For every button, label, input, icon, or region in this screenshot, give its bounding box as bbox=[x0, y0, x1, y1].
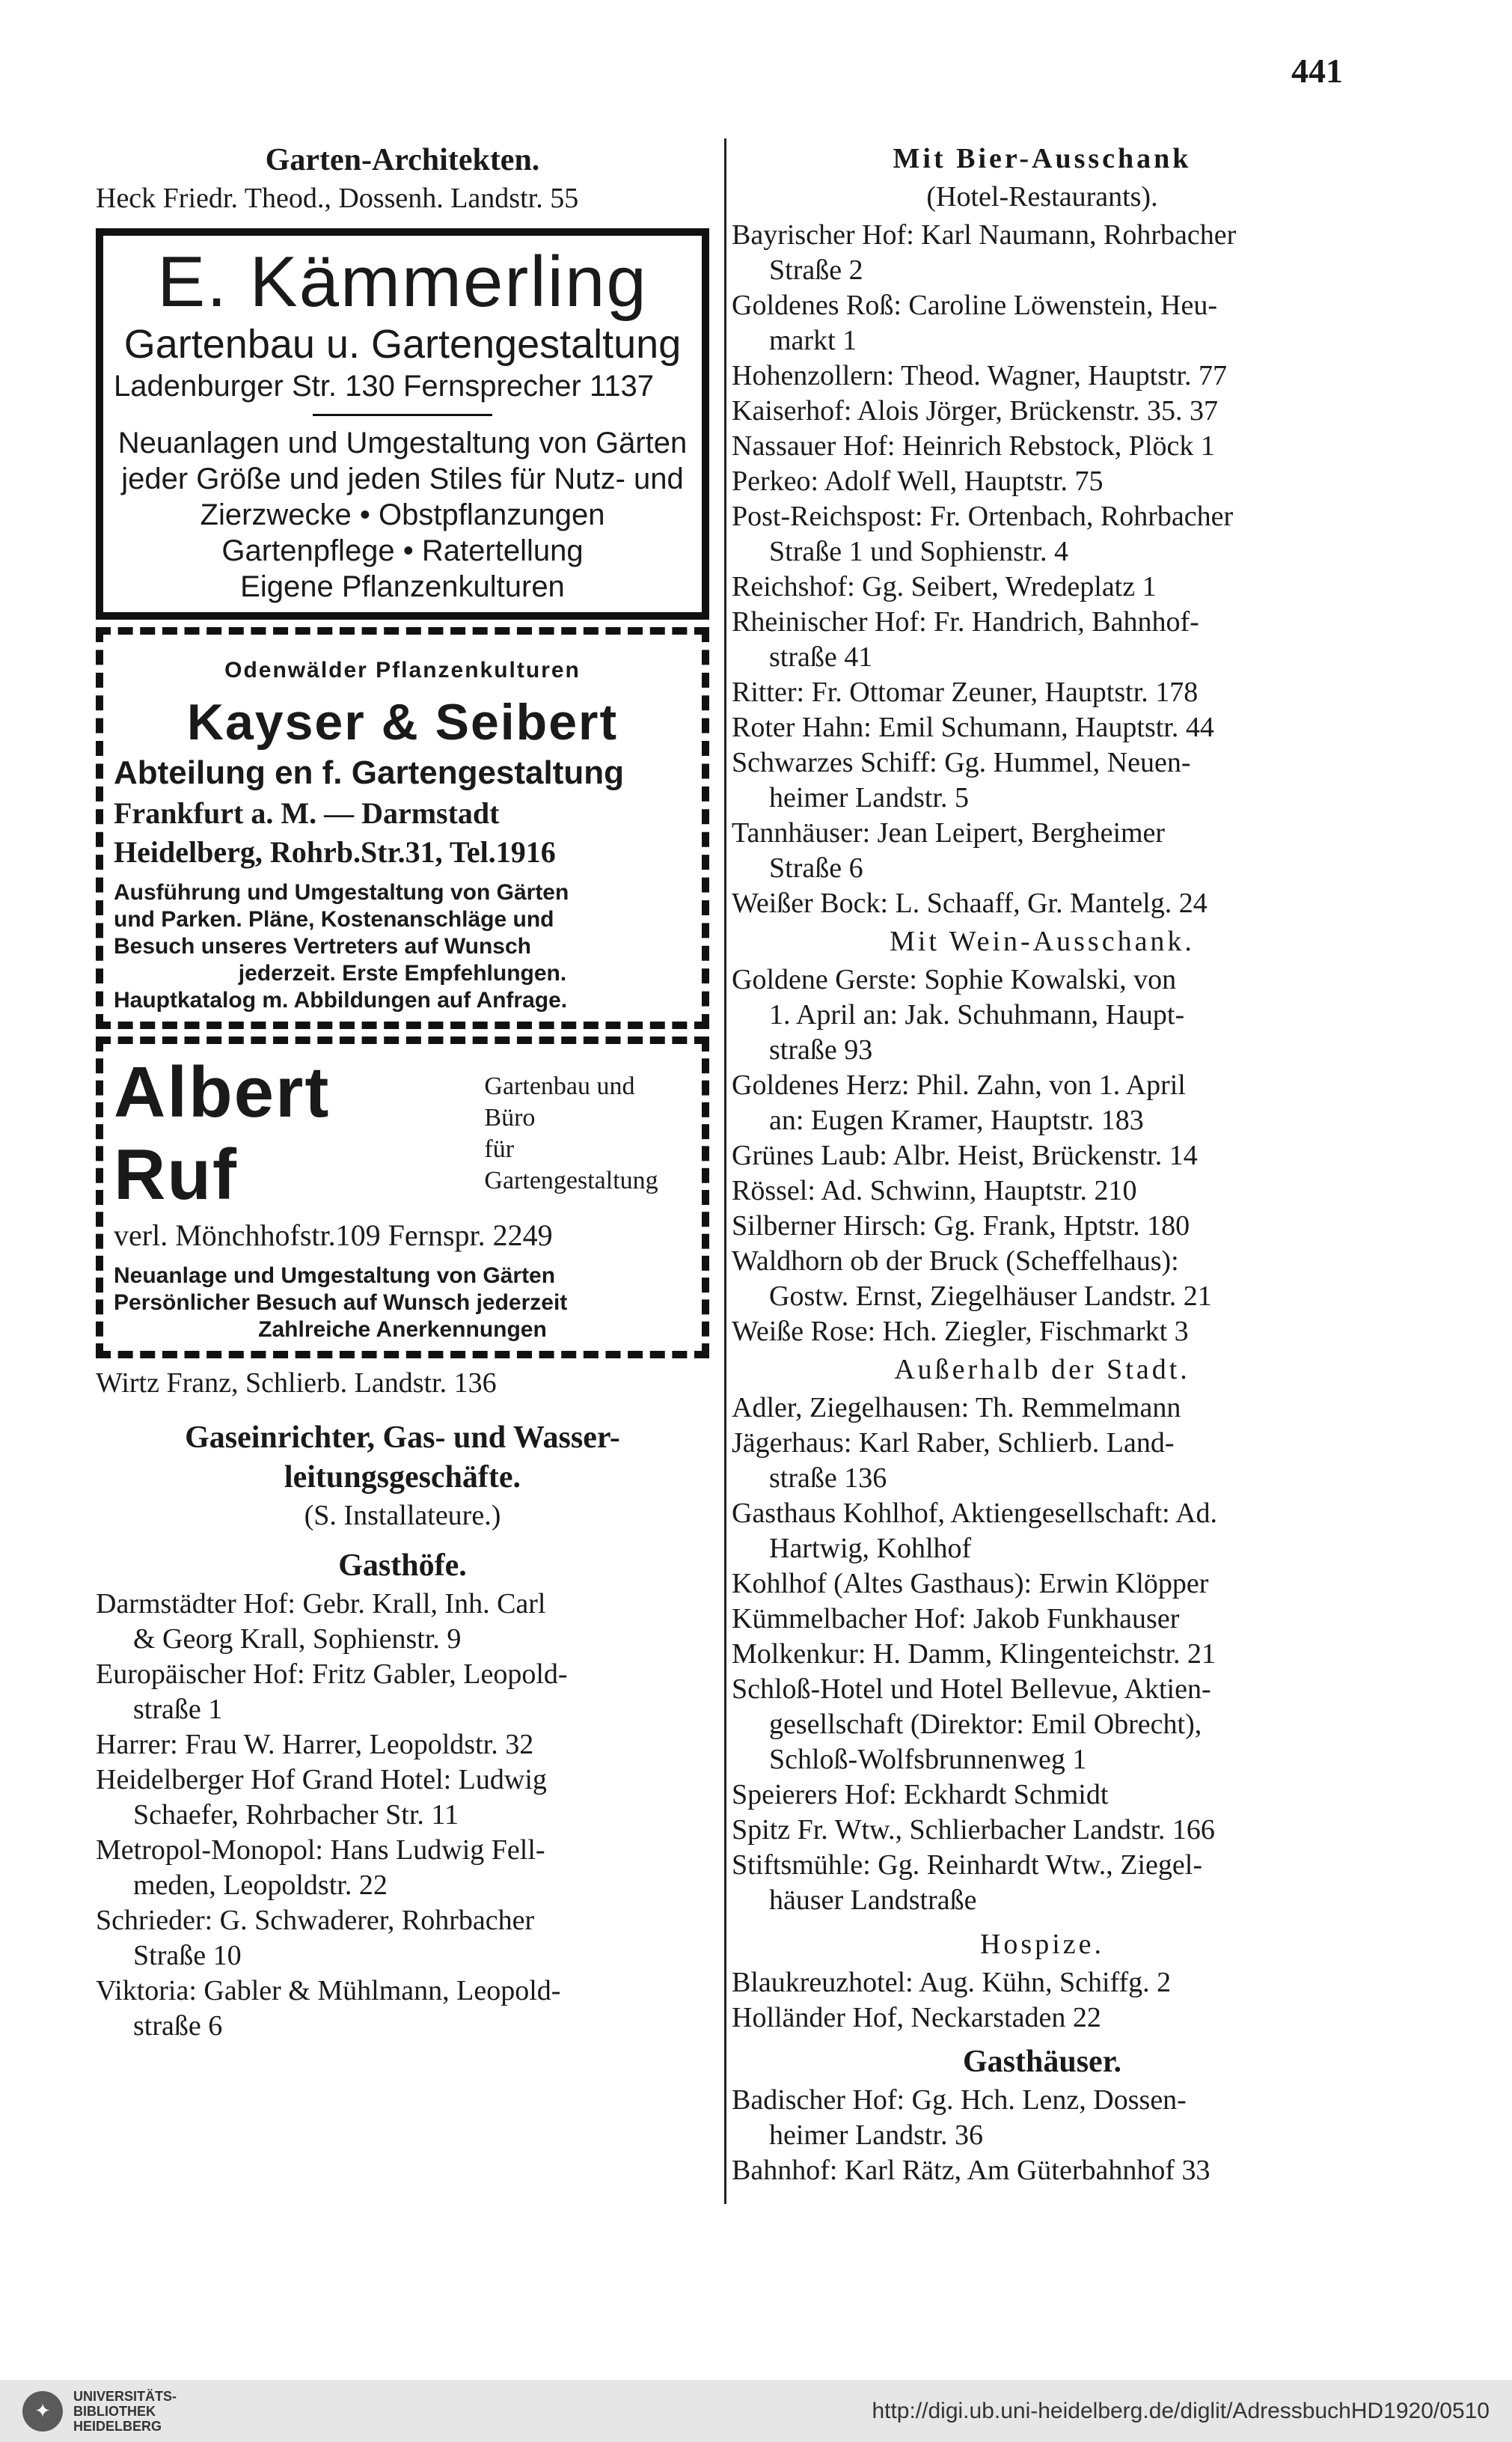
ad-location: Heidelberg, Rohrb.Str.31, Tel.1916 bbox=[114, 835, 556, 869]
list-item: Badischer Hof: Gg. Hch. Lenz, Dossen- bbox=[732, 2084, 1187, 2116]
list-item: Schwarzes Schiff: Gg. Hummel, Neuen- bbox=[732, 747, 1191, 778]
column-divider bbox=[724, 138, 726, 2204]
list-item: Heidelberger Hof Grand Hotel: Ludwig bbox=[96, 1764, 547, 1795]
list-item: meden, Leopoldstr. 22 bbox=[133, 1869, 388, 1901]
ad-body-line: Zahlreiche Anerkennungen bbox=[258, 1317, 547, 1342]
ad-service-line: Gartenbau und Büro bbox=[484, 1072, 635, 1132]
list-item: straße 93 bbox=[769, 1034, 873, 1066]
list-item: heimer Landstr. 36 bbox=[769, 2119, 983, 2151]
list-item: Speierers Hof: Eckhardt Schmidt bbox=[732, 1779, 1109, 1810]
ad-tagline: Odenwälder Pflanzenkulturen bbox=[224, 658, 581, 683]
list-item: Roter Hahn: Emil Schumann, Hauptstr. 44 bbox=[732, 712, 1214, 743]
heading-hospize: Hospize. bbox=[979, 1929, 1105, 1960]
ad-service-line: für Gartengestaltung bbox=[484, 1135, 658, 1194]
list-item: Kaiserhof: Alois Jörger, Brückenstr. 35. 37 bbox=[732, 395, 1219, 427]
ad-body-line: Ausführung und Umgestaltung von Gärten bbox=[114, 880, 569, 905]
list-item: Weißer Bock: L. Schaaff, Gr. Mantelg. 24 bbox=[732, 888, 1208, 919]
hospize-list bbox=[732, 1965, 1353, 2036]
list-item: Gostw. Ernst, Ziegelhäuser Landstr. 21 bbox=[769, 1280, 1212, 1312]
list-item: straße 41 bbox=[769, 641, 873, 673]
list-item: Perkeo: Adolf Well, Hauptstr. 75 bbox=[732, 465, 1104, 497]
list-item: Gasthaus Kohlhof, Aktiengesellschaft: Ad. bbox=[732, 1498, 1218, 1529]
list-item: Viktoria: Gabler & Mühlmann, Leopold- bbox=[96, 1975, 561, 2006]
list-item: markt 1 bbox=[769, 325, 857, 356]
ad-kaemmerling bbox=[96, 228, 709, 620]
ad-subtitle: Gartenbau u. Gartengestaltung bbox=[123, 322, 682, 367]
list-item: Grünes Laub: Albr. Heist, Brückenstr. 14 bbox=[732, 1140, 1198, 1171]
ad-name: E. Kämmerling bbox=[157, 242, 648, 322]
logo-line: HEIDELBERG bbox=[73, 2418, 162, 2434]
list-item: häuser Landstraße bbox=[769, 1884, 977, 1916]
bier-list bbox=[732, 218, 1353, 921]
cross-reference: (S. Installateure.) bbox=[304, 1500, 501, 1531]
list-item: Schrieder: G. Schwaderer, Rohrbacher bbox=[96, 1905, 535, 1936]
list-item: Kohlhof (Altes Gasthaus): Erwin Klöpper bbox=[732, 1568, 1209, 1599]
list-item: Ritter: Fr. Ottomar Zeuner, Hauptstr. 178 bbox=[732, 677, 1199, 708]
footer-bar bbox=[0, 2380, 1512, 2442]
heading-gasthaeuser: Gasthäuser. bbox=[963, 2045, 1121, 2079]
heading-gaseinrichter: Gaseinrichter, Gas- und Wasser- bbox=[185, 1420, 620, 1455]
logo-line: BIBLIOTHEK bbox=[73, 2403, 156, 2419]
heading-garten-architekten: Garten-Architekten. bbox=[265, 143, 540, 177]
list-item: Reichshof: Gg. Seibert, Wredeplatz 1 bbox=[732, 571, 1157, 602]
list-item: Straße 2 bbox=[769, 254, 863, 286]
list-item: Molkenkur: H. Damm, Klingenteichstr. 21 bbox=[732, 1638, 1216, 1670]
list-item: Blaukreuzhotel: Aug. Kühn, Schiffg. 2 bbox=[732, 1967, 1172, 1998]
heading-gasthoefe: Gasthöfe. bbox=[338, 1548, 467, 1583]
list-item: Schloß-Wolfsbrunnenweg 1 bbox=[769, 1744, 1087, 1775]
list-item: Rheinischer Hof: Fr. Handrich, Bahnhof- bbox=[732, 606, 1199, 638]
list-item: straße 136 bbox=[769, 1462, 887, 1494]
heading-bier-ausschank: Mit Bier-Ausschank bbox=[893, 143, 1192, 174]
library-seal-icon: ✦ bbox=[22, 2391, 63, 2432]
list-item: Goldenes Roß: Caroline Löwenstein, Heu- bbox=[732, 290, 1218, 321]
entry: Wirtz Franz, Schlierb. Landstr. 136 bbox=[96, 1367, 497, 1399]
ad-services bbox=[484, 1071, 691, 1197]
list-item: Weiße Rose: Hch. Ziegler, Fischmarkt 3 bbox=[732, 1316, 1189, 1347]
ad-body bbox=[114, 1263, 691, 1343]
ad-body-line: Neuanlage und Umgestaltung von Gärten bbox=[114, 1263, 556, 1288]
list-item: straße 1 bbox=[133, 1694, 223, 1725]
ad-body-line: jeder Größe und jeden Stiles für Nutz- und bbox=[121, 463, 684, 495]
list-item: gesellschaft (Direktor: Emil Obrecht), bbox=[769, 1709, 1202, 1740]
page-number: 441 bbox=[1291, 52, 1343, 90]
ad-body-line: Persönlicher Besuch auf Wunsch jederzeit bbox=[114, 1290, 568, 1315]
list-item: Rössel: Ad. Schwinn, Hauptstr. 210 bbox=[732, 1175, 1137, 1206]
ad-rule bbox=[313, 414, 492, 416]
list-item: straße 6 bbox=[133, 2010, 223, 2042]
right-column bbox=[732, 138, 1353, 2188]
gasthoefe-list bbox=[96, 1587, 709, 2044]
ad-body-line: Neuanlagen und Umgestaltung von Gärten bbox=[117, 427, 688, 460]
list-item: Straße 1 und Sophienstr. 4 bbox=[769, 536, 1069, 567]
list-item: 1. April an: Jak. Schuhmann, Haupt- bbox=[769, 999, 1185, 1031]
list-item: Hohenzollern: Theod. Wagner, Hauptstr. 77 bbox=[732, 360, 1228, 391]
ad-kayser-seibert bbox=[96, 627, 709, 1029]
entry: Heck Friedr. Theod., Dossenh. Landstr. 55 bbox=[96, 183, 579, 214]
list-item: Harrer: Frau W. Harrer, Leopoldstr. 32 bbox=[96, 1729, 534, 1760]
list-item: Bayrischer Hof: Karl Naumann, Rohrbacher bbox=[732, 219, 1237, 251]
gasthaeuser-list bbox=[732, 2083, 1353, 2188]
ad-albert-ruf bbox=[96, 1037, 709, 1358]
ausserhalb-list bbox=[732, 1391, 1353, 1918]
heading-gaseinrichter-cont: leitungsgeschäfte. bbox=[284, 1460, 521, 1495]
list-item: & Georg Krall, Sophienstr. 9 bbox=[133, 1623, 462, 1655]
list-item: Tannhäuser: Jean Leipert, Bergheimer bbox=[732, 817, 1166, 849]
ad-name: Albert Ruf bbox=[114, 1052, 331, 1215]
heading-subtitle: (Hotel-Restaurants). bbox=[926, 181, 1158, 213]
ad-body-line: Besuch unseres Vertreters auf Wunsch bbox=[114, 934, 531, 959]
list-item: Bahnhof: Karl Rätz, Am Güterbahnhof 33 bbox=[732, 2155, 1210, 2186]
ad-department: Abteilung en f. Gartengestaltung bbox=[114, 754, 625, 791]
list-item: Spitz Fr. Wtw., Schlierbacher Landstr. 166 bbox=[732, 1814, 1215, 1846]
ad-address: Ladenburger Str. 130 Fernsprecher 1137 bbox=[114, 370, 654, 403]
list-item: Kümmelbacher Hof: Jakob Funkhauser bbox=[732, 1603, 1180, 1634]
ad-name: Kayser & Seibert bbox=[186, 694, 619, 751]
logo-line: UNIVERSITÄTS- bbox=[73, 2388, 177, 2404]
list-item: Straße 6 bbox=[769, 852, 863, 884]
list-item: Schaefer, Rohrbacher Str. 11 bbox=[133, 1799, 459, 1831]
list-item: Goldene Gerste: Sophie Kowalski, von bbox=[732, 964, 1177, 995]
ad-body-line: Hauptkatalog m. Abbildungen auf Anfrage. bbox=[114, 988, 568, 1013]
list-item: Nassauer Hof: Heinrich Rebstock, Plöck 1 bbox=[732, 430, 1215, 462]
ad-body-line: Eigene Pflanzenkulturen bbox=[240, 570, 565, 603]
list-item: Europäischer Hof: Fritz Gabler, Leopold- bbox=[96, 1658, 568, 1690]
ad-body-line: Gartenpflege • Ratertellung bbox=[221, 534, 584, 567]
list-item: Darmstädter Hof: Gebr. Krall, Inh. Carl bbox=[96, 1588, 546, 1620]
list-item: Adler, Ziegelhausen: Th. Remmelmann bbox=[732, 1392, 1181, 1423]
list-item: Post-Reichspost: Fr. Ortenbach, Rohrbacher bbox=[732, 501, 1234, 532]
list-item: Goldenes Herz: Phil. Zahn, von 1. April bbox=[732, 1069, 1186, 1101]
ad-address: verl. Mönchhofstr.109 Fernspr. 2249 bbox=[114, 1218, 553, 1252]
list-item: Hartwig, Kohlhof bbox=[769, 1533, 972, 1564]
list-item: Straße 10 bbox=[133, 1940, 242, 1971]
ad-location: Frankfurt a. M. — Darmstadt bbox=[114, 796, 500, 830]
library-logo[interactable] bbox=[22, 2389, 177, 2434]
list-item: an: Eugen Kramer, Hauptstr. 183 bbox=[769, 1105, 1144, 1136]
list-item: Silberner Hirsch: Gg. Frank, Hptstr. 180 bbox=[732, 1210, 1190, 1242]
library-name bbox=[73, 2389, 177, 2434]
list-item: Schloß-Hotel und Hotel Bellevue, Aktien- bbox=[732, 1673, 1211, 1705]
heading-ausserhalb: Außerhalb der Stadt. bbox=[894, 1354, 1190, 1385]
ad-body-line: und Parken. Pläne, Kostenanschläge und bbox=[114, 907, 554, 932]
left-column bbox=[96, 138, 709, 2044]
ad-body bbox=[114, 879, 691, 1014]
wein-list bbox=[732, 962, 1353, 1349]
list-item: Waldhorn ob der Bruck (Scheffelhaus): bbox=[732, 1245, 1179, 1277]
ad-body-line: jederzeit. Erste Empfehlungen. bbox=[238, 961, 567, 986]
ad-header bbox=[114, 1051, 691, 1216]
heading-wein-ausschank: Mit Wein-Ausschank. bbox=[890, 926, 1195, 957]
list-item: Holländer Hof, Neckarstaden 22 bbox=[732, 2002, 1101, 2033]
list-item: Stiftsmühle: Gg. Reinhardt Wtw., Ziegel- bbox=[732, 1849, 1203, 1881]
source-url-link[interactable]: http://digi.ub.uni-heidelberg.de/diglit/AdressbuchHD1920/0510 bbox=[872, 2398, 1490, 2423]
list-item: Metropol-Monopol: Hans Ludwig Fell- bbox=[96, 1834, 545, 1866]
ad-body-line: Zierzwecke • Obstpflanzungen bbox=[200, 498, 605, 531]
list-item: heimer Landstr. 5 bbox=[769, 782, 969, 814]
list-item: Jägerhaus: Karl Raber, Schlierb. Land- bbox=[732, 1427, 1175, 1459]
